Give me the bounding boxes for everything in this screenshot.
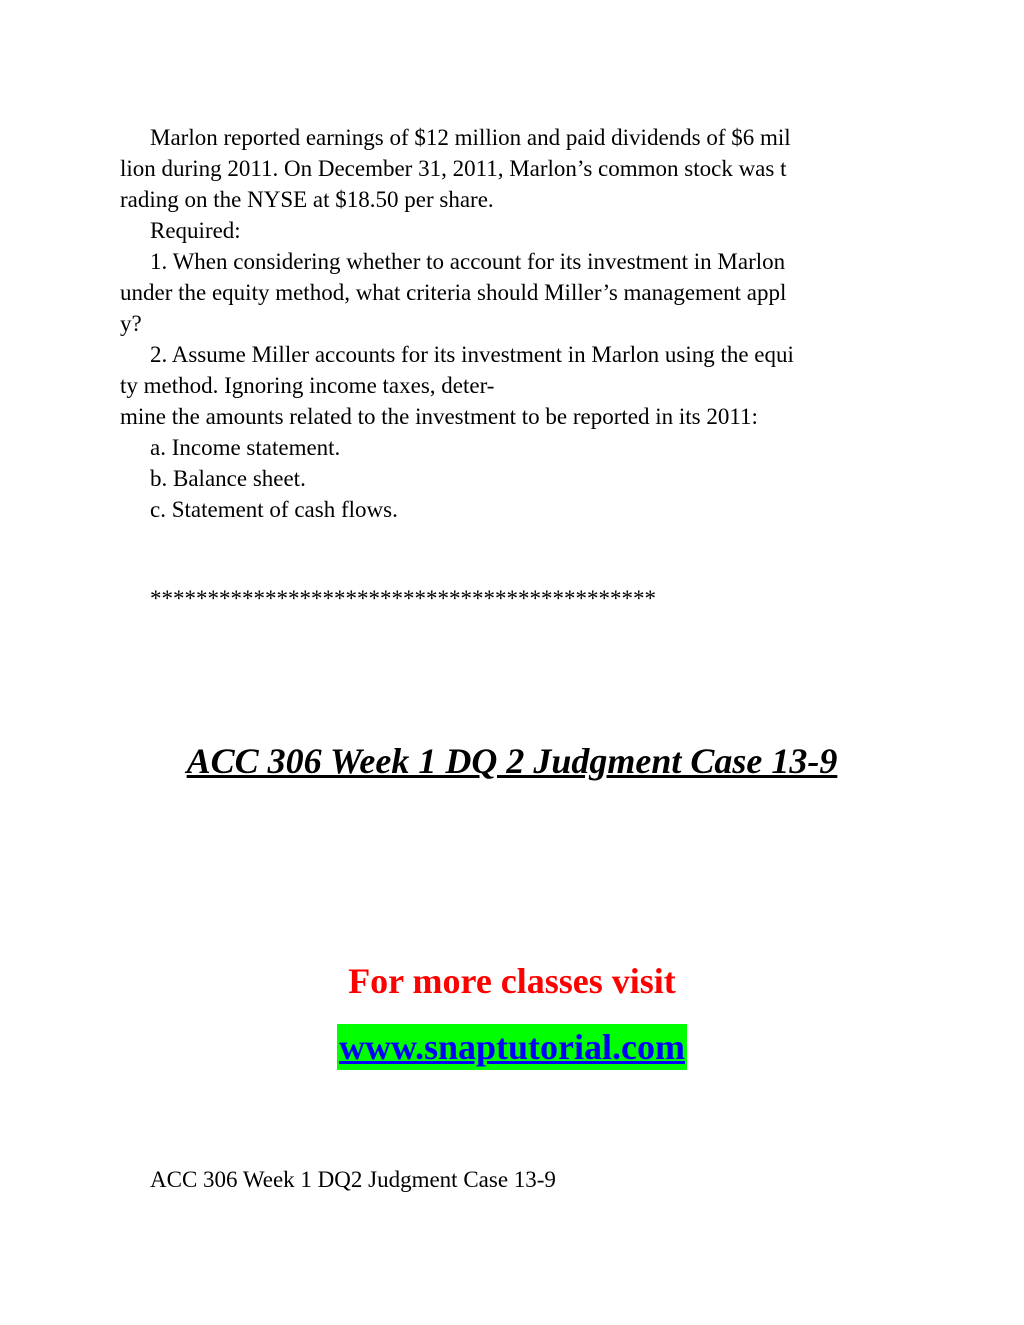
separator-stars: ******************************************** xyxy=(150,586,656,611)
body-line-item-b: b. Balance sheet. xyxy=(150,466,306,491)
body-line-2: lion during 2011. On December 31, 2011, Marlon’s common stock was t xyxy=(120,156,787,181)
body-line-6: under the equity method, what criteria should Miller’s management appl xyxy=(120,280,787,305)
body-line-1: Marlon reported earnings of $12 million and paid dividends of $6 mil xyxy=(150,125,791,150)
body-line-item-c: c. Statement of cash flows. xyxy=(150,497,398,522)
body-line-7: y? xyxy=(120,311,142,336)
body-line-3: rading on the NYSE at $18.50 per share. xyxy=(120,187,494,212)
body-line-10: mine the amounts related to the investment to be reported in its 2011: xyxy=(120,404,758,429)
body-line-item-a: a. Income statement. xyxy=(150,435,341,460)
promo-link-container xyxy=(0,1024,1024,1070)
body-line-question-2: 2. Assume Miller accounts for its investment in Marlon using the equi xyxy=(150,342,794,367)
snaptutorial-link[interactable]: www.snaptutorial.com xyxy=(337,1024,687,1070)
footer-title: ACC 306 Week 1 DQ2 Judgment Case 13-9 xyxy=(150,1167,556,1192)
section-heading: ACC 306 Week 1 DQ 2 Judgment Case 13-9 xyxy=(186,741,838,781)
body-line-question-1: 1. When considering whether to account for its investment in Marlon xyxy=(150,249,786,274)
promo-text: For more classes visit xyxy=(348,961,676,1001)
body-line-required: Required: xyxy=(150,218,241,243)
body-line-9: ty method. Ignoring income taxes, deter- xyxy=(120,373,495,398)
